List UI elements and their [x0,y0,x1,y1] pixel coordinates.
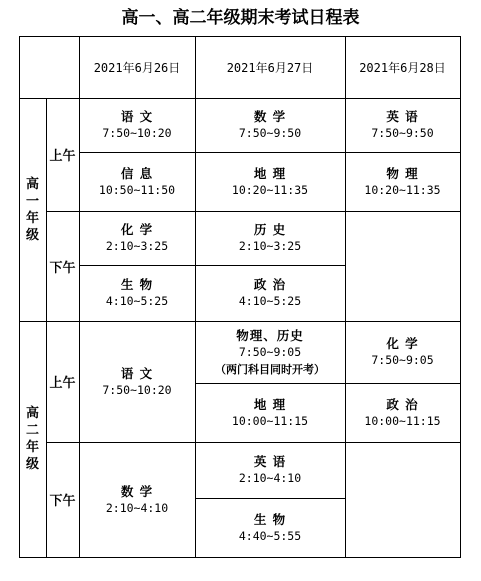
exam-cell [79,152,195,211]
exam-subject: 地 理 [253,165,287,181]
exam-cell [345,98,460,152]
exam-time: 7:50~9:50 [371,126,434,140]
grid-line [79,265,345,266]
exam-cell [79,321,195,442]
slot-label-g2-pm: 下午 [49,494,76,509]
slot-label-g1-am: 上午 [49,149,76,164]
exam-cell [79,211,195,265]
exam-subject: 语 文 [120,109,154,124]
exam-subject: 信 息 [120,165,154,181]
exam-cell [195,98,345,152]
exam-time: 2:10~4:10 [238,471,302,485]
exam-time: 10:20~11:35 [231,182,309,197]
date-header-2: 2021年6月27日 [226,60,314,75]
exam-cell [79,98,195,152]
grade-label-char: 级 [25,457,39,472]
exam-subject: 数 学 [253,109,287,124]
exam-subject: 数 学 [120,483,154,499]
exam-time: 7:50~9:05 [238,344,302,359]
grid-line [195,498,345,499]
grade-label-char: 二 [25,423,39,438]
grade-label-char: 级 [25,227,39,243]
exam-cell [345,321,460,383]
exam-time: 4:40~5:55 [238,528,302,543]
exam-cell [195,383,345,442]
grid-line [46,442,461,443]
slot-label-g1-pm: 下午 [49,260,76,276]
exam-note: （两门科目同时开考） [215,362,325,376]
exam-subject: 语 文 [120,365,154,381]
exam-cell [195,211,345,265]
grid-line [79,152,461,153]
exam-cell [79,265,195,321]
exam-time: 2:10~3:25 [238,239,302,253]
exam-subject: 化 学 [386,336,419,351]
exam-subject: 化 学 [120,222,154,237]
exam-time: 4:10~5:25 [238,294,302,308]
exam-time: 4:10~5:25 [105,294,169,308]
exam-subject: 物 理 [386,165,419,181]
exam-time: 10:00~11:15 [364,413,441,428]
grade-label-g2 [19,321,46,557]
exam-cell [195,321,345,383]
grade-label-char: 年 [25,210,39,226]
exam-time: 7:50~9:05 [371,353,434,367]
table-border [19,36,461,37]
exam-subject: 地 理 [253,396,287,412]
slot-label-g2-am: 上午 [49,376,76,391]
exam-time: 7:50~10:20 [102,126,172,140]
grade-label-char: 一 [25,193,39,209]
date-header-3: 2021年6月28日 [359,60,446,75]
exam-subject: 政 治 [386,396,419,412]
grid-line [195,36,196,558]
exam-subject: 英 语 [253,454,287,469]
exam-cell [79,442,195,557]
exam-time: 10:00~11:15 [231,413,309,428]
exam-time: 10:20~11:35 [364,182,441,197]
table-border [19,557,461,558]
table-border [460,36,461,558]
exam-subject: 政 治 [253,277,287,292]
table-border [19,36,20,558]
exam-cell [195,265,345,321]
grade-label-char: 高 [25,176,39,192]
exam-cell [195,152,345,211]
exam-cell [345,152,460,211]
date-header-1: 2021年6月26日 [93,60,181,75]
exam-subject: 生 物 [253,511,287,527]
grid-line [46,211,461,212]
exam-subject: 物理、历史 [236,327,304,343]
exam-cell [195,442,345,498]
exam-time: 10:50~11:50 [98,182,176,197]
grid-line [19,98,461,99]
exam-subject: 历 史 [253,222,287,237]
grade-label-char: 年 [25,440,39,455]
grid-line [79,36,80,558]
exam-time: 2:10~4:10 [105,500,169,515]
exam-cell [345,383,460,442]
grade-label-g1 [19,98,46,321]
grid-line [195,383,461,384]
grid-line [19,321,461,322]
grid-line [345,36,346,558]
exam-time: 2:10~3:25 [105,239,169,253]
grade-label-char: 高 [25,406,39,421]
exam-subject: 生 物 [120,277,154,292]
grid-line [46,98,47,558]
exam-cell [195,498,345,557]
page-title: 高一、高二年级期末考试日程表 [121,8,360,28]
exam-time: 7:50~9:50 [238,126,302,140]
exam-time: 7:50~10:20 [102,382,172,397]
exam-subject: 英 语 [386,109,419,124]
